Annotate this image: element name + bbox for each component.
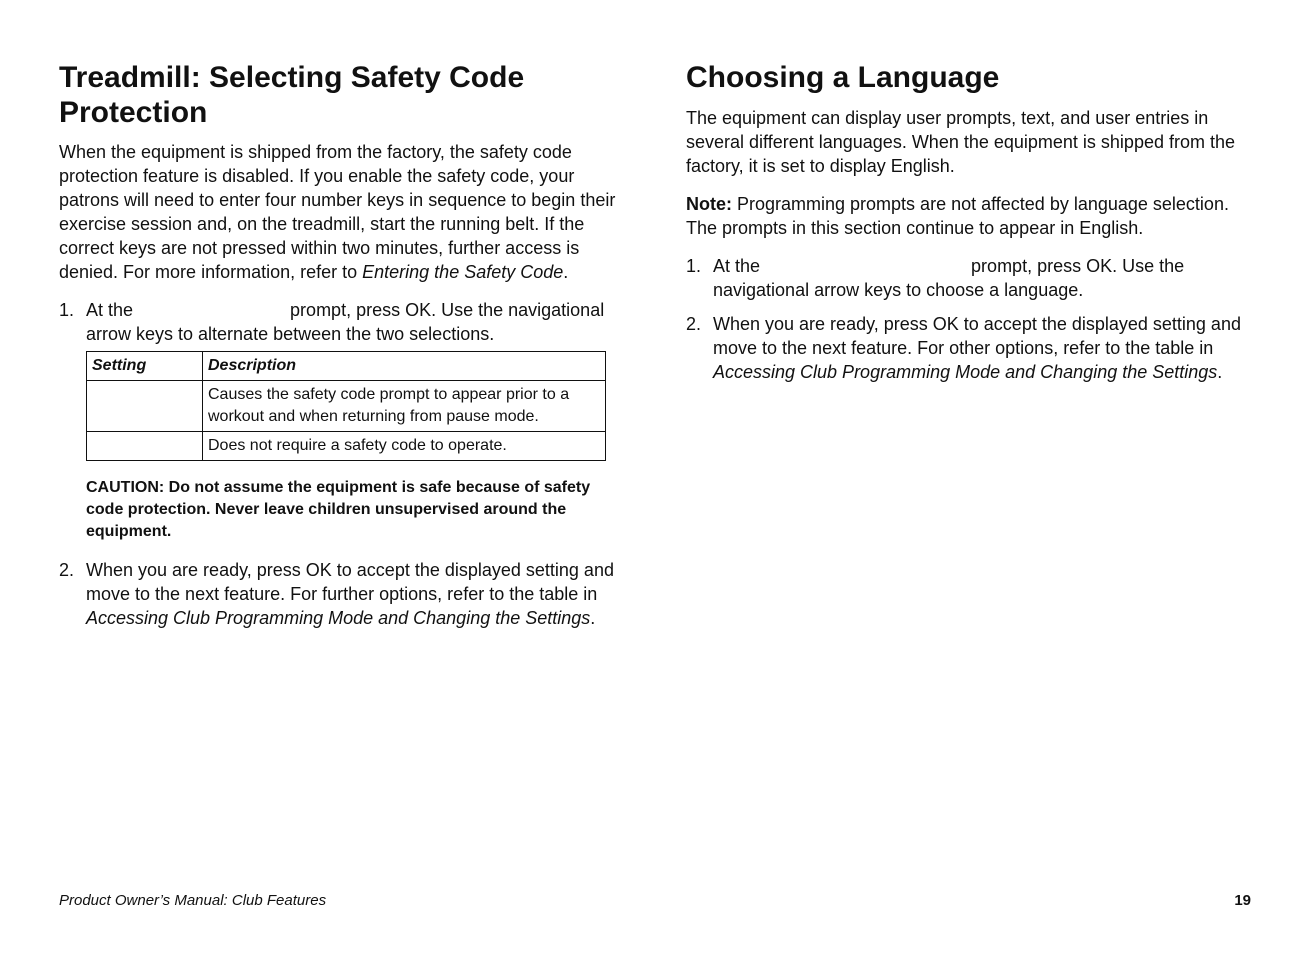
safety-code-intro-text: When the equipment is shipped from the factory, the safety code protection feature is disabled. If you enable the safety code, your patrons will need to enter four number keys in sequence to begin their exercise session and, on the treadmill, start the running belt. If the correct keys are not pressed within two minutes, further access is denied. For more information, refer to xyxy=(59,142,616,282)
caution-notice: CAUTION: Do not assume the equipment is safe because of safety code protection. Never leave children unsupervised around the equipment. xyxy=(86,479,591,540)
table-cell-setting xyxy=(87,381,203,432)
safety-code-step-2 xyxy=(59,558,631,630)
table-header-setting: Setting xyxy=(87,352,203,381)
step-2-text: When you are ready, press OK to accept the displayed setting and move to the next feature. For further options, refer to the table in xyxy=(86,560,614,604)
language-intro: The equipment can display user prompts, text, and user entries in several different languages. When the equipment is shipped from the factory, it is set to display English. xyxy=(686,108,1235,176)
step-number: 1. xyxy=(59,300,75,320)
step-1-prefix: At the xyxy=(713,256,761,276)
step-number: 1. xyxy=(686,256,702,276)
step-1-prefix: At the xyxy=(86,300,134,320)
right-column xyxy=(686,60,1258,394)
page-number: 19 xyxy=(1234,892,1251,909)
footer-title: Product Owner’s Manual: Club Features xyxy=(59,892,327,909)
safety-code-step-1 xyxy=(59,298,631,543)
table-cell-description: Causes the safety code prompt to appear prior to a workout and when returning from pause mode. xyxy=(203,381,606,432)
language-note xyxy=(686,192,1258,240)
table-header-row xyxy=(87,352,606,381)
step-number: 2. xyxy=(59,560,75,580)
table-cell-setting xyxy=(87,432,203,461)
step-2-text: When you are ready, press OK to accept the displayed setting and move to the next feature. For other options, refer to the table in xyxy=(713,314,1241,358)
left-column xyxy=(59,60,631,640)
table-row xyxy=(87,381,606,432)
step-1-text: prompt, press OK. Use the navigational arrow keys to alternate between the two selections. xyxy=(86,300,605,344)
safety-code-intro xyxy=(59,140,631,284)
safety-code-intro-reference: Entering the Safety Code xyxy=(362,262,564,282)
language-step-2 xyxy=(686,312,1258,384)
step-1-text: prompt, press OK. Use the navigational arrow keys to choose a language. xyxy=(713,256,1185,300)
step-2-reference: Accessing Club Programming Mode and Changing the Settings xyxy=(713,362,1218,382)
safety-code-steps xyxy=(59,298,631,630)
safety-code-intro-end: . xyxy=(563,262,569,282)
table-cell-description: Does not require a safety code to operate. xyxy=(203,432,606,461)
step-2-end: . xyxy=(1217,362,1223,382)
language-step-1 xyxy=(686,254,1258,302)
note-label: Note: xyxy=(686,194,732,214)
section-title-language: Choosing a Language xyxy=(686,61,1000,94)
step-2-end: . xyxy=(590,608,596,628)
step-number: 2. xyxy=(686,314,702,334)
note-text: Programming prompts are not affected by language selection. The prompts in this section continue to appear in English. xyxy=(686,194,1229,238)
table-header-description: Description xyxy=(203,352,606,381)
step-2-reference: Accessing Club Programming Mode and Changing the Settings xyxy=(86,608,591,628)
language-steps xyxy=(686,254,1258,384)
section-title-safety-code: Treadmill: Selecting Safety Code Protection xyxy=(59,61,525,129)
settings-table xyxy=(86,351,606,461)
table-row xyxy=(87,432,606,461)
